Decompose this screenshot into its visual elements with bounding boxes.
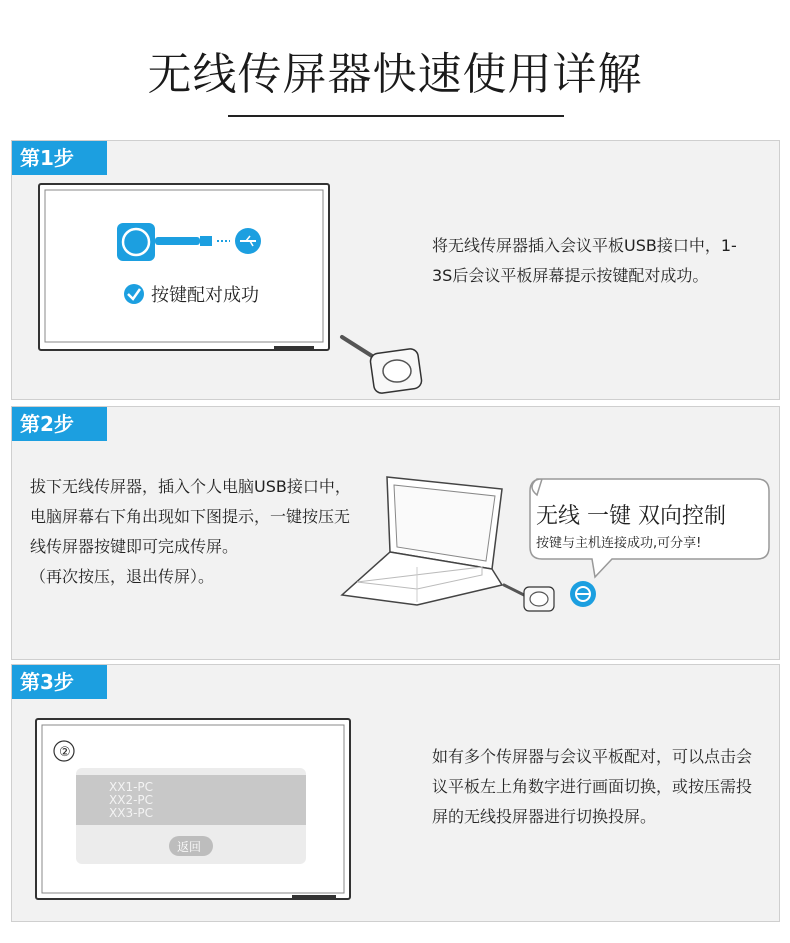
pairing-success-text: 按键配对成功 bbox=[151, 285, 259, 306]
step-3-label: 第3步 bbox=[12, 665, 107, 699]
source-list-item[interactable]: XX3-PC bbox=[109, 806, 154, 820]
page-title: 无线传屏器快速使用详解 bbox=[147, 49, 643, 100]
usb-icon bbox=[235, 228, 261, 254]
step-2-note: （再次按压，退出传屏）。 bbox=[30, 567, 215, 586]
check-icon bbox=[124, 284, 144, 304]
step-3-panel bbox=[11, 664, 780, 922]
dongle-device-icon bbox=[342, 337, 423, 394]
step-1-label: 第1步 bbox=[12, 141, 107, 175]
bubble-subtitle: 按键与主机连接成功,可分享! bbox=[536, 536, 702, 551]
step-1-panel bbox=[11, 140, 780, 400]
source-list-item[interactable]: XX1-PC bbox=[109, 780, 154, 794]
source-list-item[interactable]: XX2-PC bbox=[109, 793, 154, 807]
step-1-description: 将无线传屏器插入会议平板USB接口中，1-3S后会议平板屏幕提示按键配对成功。 bbox=[432, 236, 737, 285]
source-number-button[interactable] bbox=[54, 741, 74, 761]
laptop-icon bbox=[342, 477, 502, 605]
step-2-illustration bbox=[12, 407, 779, 659]
bubble-title: 无线 一键 双向控制 bbox=[536, 504, 726, 529]
source-number-text: ② bbox=[59, 745, 71, 760]
step-2-label: 第2步 bbox=[12, 407, 107, 441]
dongle-device-icon bbox=[504, 585, 554, 611]
step-2-description-text: 拔下无线传屏器，插入个人电脑USB接口中，电脑屏幕右下角出现如下图提示，一键按压无线传屏器按键即可完成传屏。 bbox=[30, 477, 351, 556]
back-button-label: 返回 bbox=[177, 840, 202, 854]
step-3-description: 如有多个传屏器与会议平板配对，可以点击会议平板左上角数字进行画面切换，或按压需投屏的无线投屏器进行切换投屏。 bbox=[432, 747, 753, 826]
title-underline bbox=[228, 115, 564, 117]
step-2-panel bbox=[11, 406, 780, 660]
share-icon bbox=[570, 581, 596, 607]
